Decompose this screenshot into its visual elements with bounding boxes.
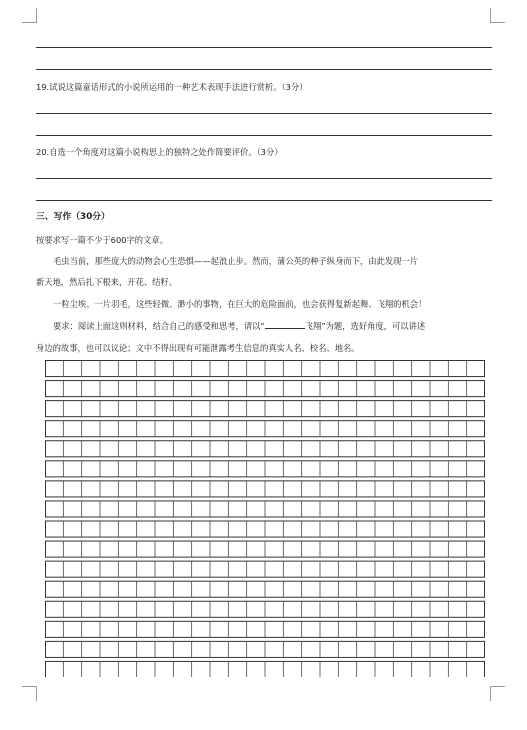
- crop-mark-top-left: [22, 8, 37, 23]
- answer-line: [36, 69, 492, 70]
- answer-line: [36, 47, 492, 48]
- answer-line: [36, 135, 492, 136]
- crop-mark-bottom-right: [490, 686, 505, 701]
- requirement-prefix: 要求：阅读上面这则材料，结合自己的感受和思考，请以“: [53, 321, 265, 331]
- requirement-suffix: 飞翔”为题，选好角度，可以讲述: [304, 321, 426, 331]
- crop-mark-top-right: [490, 8, 505, 23]
- writing-heading: 三、写作（30分）: [36, 212, 110, 222]
- material-para2: 一粒尘埃、一片羽毛，这些轻微、渺小的事物，在巨大的危险面前，也会获得复新起舞、飞翔的机会！: [53, 299, 427, 309]
- writing-instruction: 按要求写一篇不少于600字的文章。: [36, 235, 168, 245]
- answer-line: [36, 113, 492, 114]
- answer-grid[interactable]: [45, 360, 485, 677]
- title-blank: [265, 320, 305, 329]
- crop-mark-bottom-left: [22, 686, 37, 701]
- writing-requirement-line2: 身边的故事，也可以议论；文中不得出现有可能泄露考生信息的真实人名、校名、地名。: [36, 343, 360, 353]
- answer-line: [36, 200, 492, 201]
- material-para1-line1: 毛虫当前，那些庞大的动物会心生恐惧——起浪止步。然而，蒲公英的种子纵身而下，由此发现一片: [53, 256, 419, 266]
- writing-requirement-line1: [53, 320, 425, 332]
- material-para1-line2: 新天地，然后扎下根来，开花、结籽。: [36, 277, 178, 287]
- question-19: 19.试说这篇童话形式的小说所运用的一种艺术表现手法进行赏析。（3分）: [36, 82, 308, 92]
- question-20: 20.自选一个角度对这篇小说构思上的独特之处作简要评价。（3分）: [36, 147, 283, 157]
- answer-line: [36, 178, 492, 179]
